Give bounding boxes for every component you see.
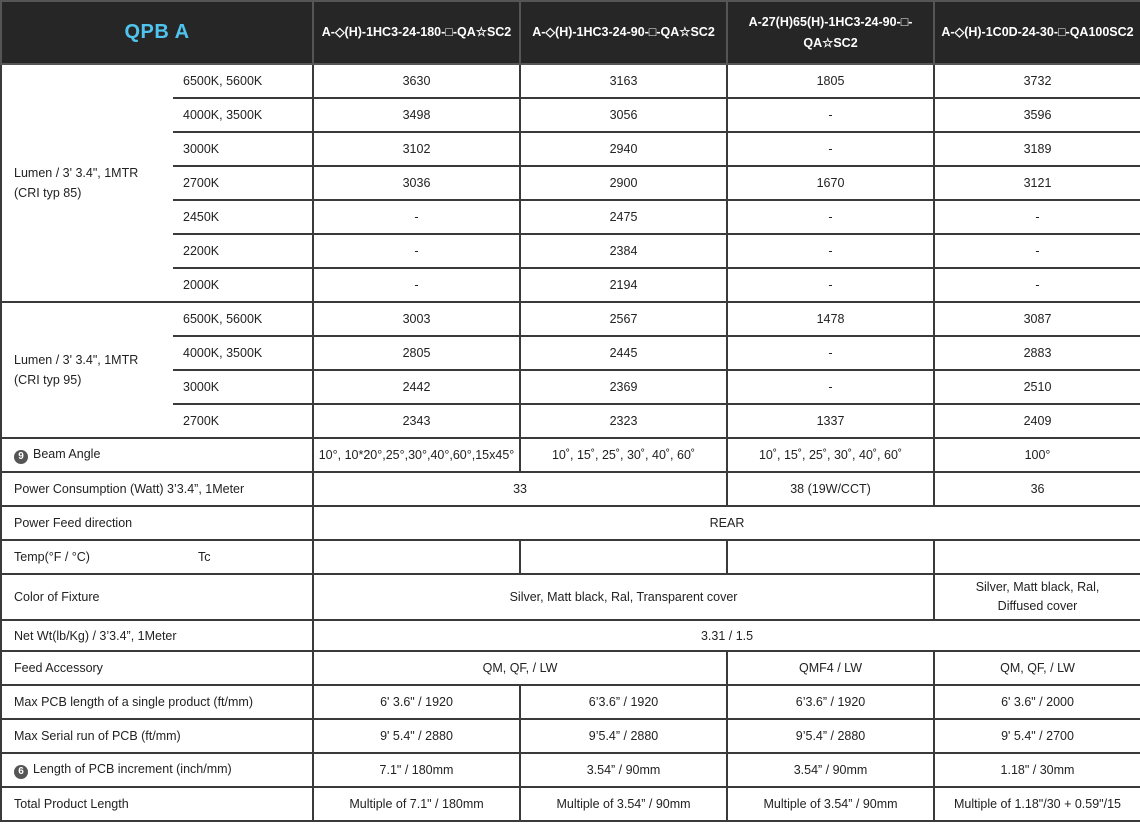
table-cell: 2805 [313,336,520,370]
table-cell: 2510 [934,370,1140,404]
table-cell: 2194 [520,268,727,302]
table-cell: 36 [934,472,1140,506]
tc-label: Tc [197,550,211,564]
table-cell: REAR [313,506,1140,540]
lumen-label-line2: (CRI typ 95) [14,373,82,387]
table-cell: 2369 [520,370,727,404]
table-cell: 10°, 10*20°,25°,30°,40°,60°,15x45° [313,438,520,472]
lumen-label-line1: Lumen / 3' 3.4", 1MTR [14,353,139,367]
lumen-cri85-label [1,64,173,302]
lumen-cri95-label [1,302,173,438]
table-row [1,787,1140,821]
table-cell: 3121 [934,166,1140,200]
table-cell: - [934,268,1140,302]
table-cell: 3056 [520,98,727,132]
table-row [1,302,1140,336]
table-cell: 1670 [727,166,934,200]
table-row [1,574,1140,620]
cct-label: 3000K [173,370,313,404]
cell-line: Silver, Matt black, Ral, [975,580,1100,594]
table-cell: 2883 [934,336,1140,370]
table-cell: Multiple of 1.18"/30 + 0.59"/15 [934,787,1140,821]
row-label-text: Beam Angle [33,446,101,461]
table-cell: 6' 3.6" / 2000 [934,685,1140,719]
table-cell: 2442 [313,370,520,404]
table-cell: 3630 [313,64,520,98]
beam-angle-label [1,438,313,472]
table-cell: 3.31 / 1.5 [313,620,1140,651]
table-cell: 3087 [934,302,1140,336]
power-feed-direction-label: Power Feed direction [1,506,313,540]
table-cell: 1805 [727,64,934,98]
column-header: A-◇(H)-1HC3-24-90-□-QA☆SC2 [520,1,727,64]
column-header: A-◇(H)-1C0D-24-30-□-QA100SC2 [934,1,1140,64]
cct-label: 3000K [173,132,313,166]
table-cell: 10˚, 15˚, 25˚, 30˚, 40˚, 60˚ [727,438,934,472]
cct-label: 2700K [173,404,313,438]
table-cell: - [934,234,1140,268]
column-header: A-27(H)65(H)-1HC3-24-90-□-QA☆SC2 [727,1,934,64]
table-cell: 9' 5.4" / 2700 [934,719,1140,753]
table-cell: QM, QF, / LW [934,651,1140,685]
table-cell: 9' 5.4" / 2880 [313,719,520,753]
table-cell: Multiple of 3.54” / 90mm [520,787,727,821]
table-cell: 3732 [934,64,1140,98]
table-cell: 2940 [520,132,727,166]
table-cell: 3189 [934,132,1140,166]
cct-label: 2000K [173,268,313,302]
table-cell: 1337 [727,404,934,438]
cct-label: 2700K [173,166,313,200]
cct-label: 4000K, 3500K [173,98,313,132]
table-cell: - [727,370,934,404]
table-cell [934,574,1140,620]
table-cell [934,540,1140,574]
row-label-text: Length of PCB increment (inch/mm) [33,761,232,776]
table-row [1,472,1140,506]
pcb-increment-label [1,753,313,787]
row-label-text: Temp(°F / °C) [14,550,90,564]
table-cell: 2323 [520,404,727,438]
table-cell: 2384 [520,234,727,268]
table-cell: 2475 [520,200,727,234]
lumen-label-line2: (CRI typ 85) [14,186,82,200]
table-cell: 3163 [520,64,727,98]
cct-label: 6500K, 5600K [173,302,313,336]
table-cell: - [727,98,934,132]
temp-label [1,540,313,574]
table-cell: 9’5.4” / 2880 [520,719,727,753]
table-cell [520,540,727,574]
table-cell: 1478 [727,302,934,336]
header-row [1,1,1140,64]
table-cell: - [727,200,934,234]
table-cell: 2567 [520,302,727,336]
table-cell: 1.18" / 30mm [934,753,1140,787]
table-cell: 6’3.6” / 1920 [520,685,727,719]
fixture-color-label: Color of Fixture [1,574,313,620]
brand-title: QPB A [1,1,313,64]
table-cell: 3003 [313,302,520,336]
table-cell: 3036 [313,166,520,200]
table-row [1,620,1140,651]
table-cell: - [727,234,934,268]
table-cell: 2343 [313,404,520,438]
table-row [1,438,1140,472]
table-cell: 10˚, 15˚, 25˚, 30˚, 40˚, 60˚ [520,438,727,472]
table-cell: 33 [313,472,727,506]
table-cell: 7.1" / 180mm [313,753,520,787]
table-cell [727,540,934,574]
table-cell: 3596 [934,98,1140,132]
table-cell: 100° [934,438,1140,472]
table-cell: QM, QF, / LW [313,651,727,685]
cct-label: 2200K [173,234,313,268]
table-row [1,685,1140,719]
table-cell: 6' 3.6" / 1920 [313,685,520,719]
lumen-label-line1: Lumen / 3' 3.4", 1MTR [14,166,139,180]
total-length-label: Total Product Length [1,787,313,821]
table-row [1,719,1140,753]
table-cell: 2445 [520,336,727,370]
table-cell: 6’3.6” / 1920 [727,685,934,719]
number-nine-badge-icon: 9 [14,450,28,464]
table-cell: - [313,200,520,234]
table-cell: - [934,200,1140,234]
table-cell: - [727,336,934,370]
table-row [1,753,1140,787]
table-cell: - [313,268,520,302]
cct-label: 6500K, 5600K [173,64,313,98]
table-cell: 3102 [313,132,520,166]
table-cell: QMF4 / LW [727,651,934,685]
power-consumption-label: Power Consumption (Watt) 3’3.4”, 1Meter [1,472,313,506]
table-cell: 3498 [313,98,520,132]
table-cell: 3.54” / 90mm [520,753,727,787]
max-serial-run-label: Max Serial run of PCB (ft/mm) [1,719,313,753]
column-header: A-◇(H)-1HC3-24-180-□-QA☆SC2 [313,1,520,64]
table-cell: Multiple of 3.54” / 90mm [727,787,934,821]
table-cell: 9’5.4” / 2880 [727,719,934,753]
feed-accessory-label: Feed Accessory [1,651,313,685]
table-row [1,506,1140,540]
table-cell: 38 (19W/CCT) [727,472,934,506]
table-cell: - [727,268,934,302]
table-cell: Silver, Matt black, Ral, Transparent cover [313,574,934,620]
table-cell: - [313,234,520,268]
table-cell: 2900 [520,166,727,200]
table-cell: 2409 [934,404,1140,438]
number-six-badge-icon: 6 [14,765,28,779]
cell-line: Diffused cover [997,599,1078,613]
net-weight-label: Net Wt(lb/Kg) / 3’3.4”, 1Meter [1,620,313,651]
table-cell: Multiple of 7.1" / 180mm [313,787,520,821]
cct-label: 4000K, 3500K [173,336,313,370]
table-cell: 3.54” / 90mm [727,753,934,787]
max-pcb-length-label: Max PCB length of a single product (ft/mm) [1,685,313,719]
table-row [1,64,1140,98]
table-cell [313,540,520,574]
table-cell: - [727,132,934,166]
cct-label: 2450K [173,200,313,234]
table-row [1,540,1140,574]
table-row [1,651,1140,685]
